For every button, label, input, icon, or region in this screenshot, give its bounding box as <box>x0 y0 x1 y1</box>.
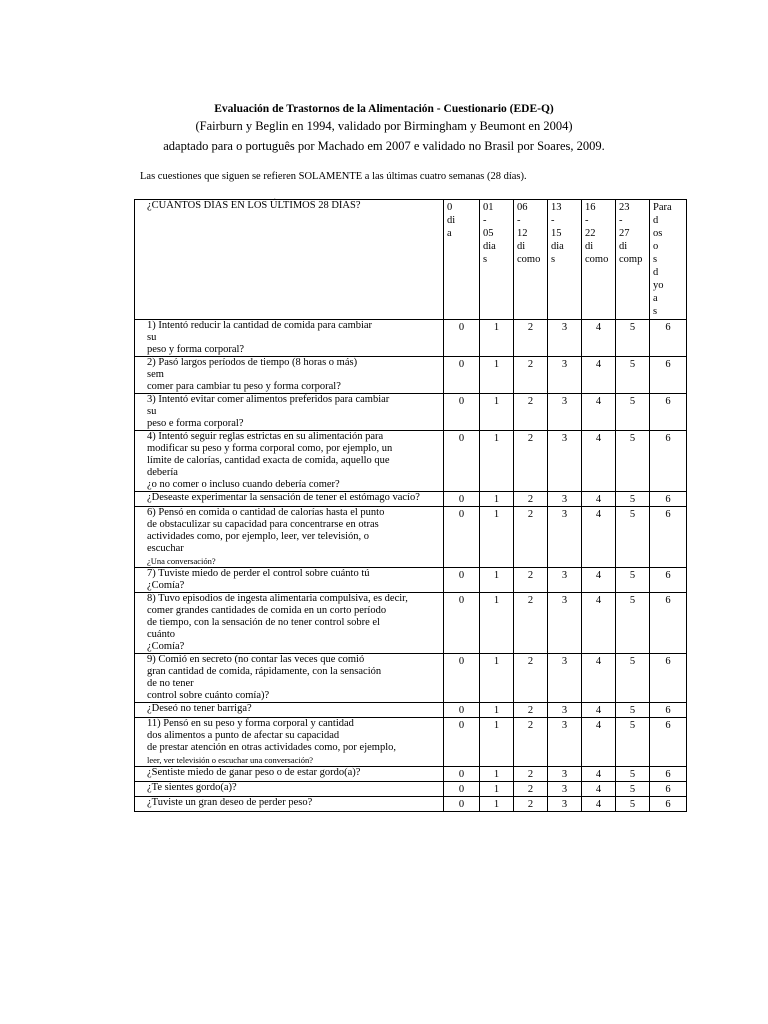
score-option-5[interactable]: 5 <box>616 593 650 654</box>
header-label-part: di <box>619 241 628 252</box>
question-text <box>135 431 444 492</box>
question-line: control sobre cuánto comía)? <box>147 690 270 701</box>
question-row <box>135 593 687 654</box>
question-line-small: leer, ver televisión o escuchar una conversación? <box>147 755 314 765</box>
score-option-4[interactable]: 4 <box>582 507 616 568</box>
score-option-6[interactable]: 6 <box>650 797 687 812</box>
header-label-part: 01 <box>483 202 494 213</box>
header-cell-3 <box>548 200 582 320</box>
score-option-3[interactable]: 3 <box>548 797 582 812</box>
header-label-part: 05 <box>483 228 494 239</box>
question-line: su <box>147 332 157 343</box>
question-row <box>135 394 687 431</box>
header-label-part: - <box>585 215 589 226</box>
question-text <box>135 357 444 394</box>
score-option-0[interactable]: 0 <box>444 431 480 492</box>
question-text <box>135 718 444 767</box>
score-option-1[interactable]: 1 <box>480 431 514 492</box>
header-label-part: 06 <box>517 202 528 213</box>
question-row <box>135 654 687 703</box>
question-line: ¿Comía? <box>147 580 185 591</box>
score-option-6[interactable]: 6 <box>650 703 687 718</box>
score-option-0[interactable]: 0 <box>444 568 480 593</box>
score-option-0[interactable]: 0 <box>444 797 480 812</box>
question-line: de obstaculizar su capacidad para concentrarse en otras <box>147 519 379 530</box>
question-row <box>135 718 687 767</box>
question-text <box>135 797 444 812</box>
score-option-2[interactable]: 2 <box>514 593 548 654</box>
score-option-4[interactable]: 4 <box>582 782 616 797</box>
question-line: 9) Comió en secreto (no contar las veces que comió <box>147 654 365 665</box>
header-cell-4 <box>582 200 616 320</box>
score-option-3[interactable]: 3 <box>548 320 582 357</box>
header-question-cell: ¿CUÁNTOS DÍAS EN LOS ÚLTIMOS 28 DÍAS? <box>135 200 444 320</box>
score-option-5[interactable]: 5 <box>616 320 650 357</box>
document-adaptation-note: adaptado para o português por Machado em 2007 e validado no Brasil por Soares, 2009. <box>163 139 605 153</box>
score-option-3[interactable]: 3 <box>548 767 582 782</box>
score-option-5[interactable]: 5 <box>616 703 650 718</box>
question-line: 7) Tuviste miedo de perder el control sobre cuánto tú <box>147 568 370 579</box>
header-label-part: s <box>653 254 658 265</box>
question-text <box>135 782 444 797</box>
score-option-2[interactable]: 2 <box>514 507 548 568</box>
header-label-part: os <box>653 228 663 239</box>
header-label-part: - <box>551 215 555 226</box>
score-option-1[interactable]: 1 <box>480 320 514 357</box>
score-option-3[interactable]: 3 <box>548 507 582 568</box>
document-subtitle: (Fairburn y Beglin en 1994, validado por Birmingham y Beumont en 2004) <box>195 119 573 133</box>
question-line: 4) Intentó seguir reglas estrictas en su alimentación para <box>147 431 384 442</box>
score-option-6[interactable]: 6 <box>650 718 687 767</box>
document-title: Evaluación de Trastornos de la Alimentación - Cuestionario (EDE-Q) <box>214 103 554 115</box>
score-option-5[interactable]: 5 <box>616 431 650 492</box>
score-option-1[interactable]: 1 <box>480 394 514 431</box>
question-line: gran cantidad de comida, rápidamente, con la sensación <box>147 666 382 677</box>
score-option-0[interactable]: 0 <box>444 782 480 797</box>
header-label-part: s <box>483 254 488 265</box>
score-option-3[interactable]: 3 <box>548 394 582 431</box>
header-label-part: di <box>517 241 526 252</box>
question-line: límite de calorías, cantidad exacta de comida, aquello que <box>147 455 390 466</box>
question-line: peso y forma corporal? <box>147 344 245 355</box>
question-row <box>135 492 687 507</box>
score-option-3[interactable]: 3 <box>548 703 582 718</box>
question-line: ¿Deseó no tener barriga? <box>147 703 252 714</box>
question-text <box>135 507 444 568</box>
header-label-part: di <box>447 215 456 226</box>
question-line: cuánto <box>147 629 175 640</box>
score-option-4[interactable]: 4 <box>582 703 616 718</box>
score-option-6[interactable]: 6 <box>650 568 687 593</box>
score-option-5[interactable]: 5 <box>616 394 650 431</box>
header-cell-5 <box>616 200 650 320</box>
score-option-0[interactable]: 0 <box>444 320 480 357</box>
header-label-part: Para <box>653 202 672 213</box>
question-line: de tiempo, con la sensación de no tener control sobre el <box>147 617 380 628</box>
question-line: dos alimentos a punto de afectar su capacidad <box>147 730 340 741</box>
score-option-6[interactable]: 6 <box>650 782 687 797</box>
score-option-2[interactable]: 2 <box>514 492 548 507</box>
header-label-part: - <box>517 215 521 226</box>
question-row <box>135 320 687 357</box>
instructions-text: Las cuestiones que siguen se refieren SOLAMENTE a las últimas cuatro semanas (28 días). <box>140 171 527 182</box>
header-label-part: 16 <box>585 202 596 213</box>
question-line: ¿Comía? <box>147 641 185 652</box>
score-option-3[interactable]: 3 <box>548 492 582 507</box>
score-option-5[interactable]: 5 <box>616 718 650 767</box>
question-line: 3) Intentó evitar comer alimentos preferidos para cambiar <box>147 394 390 405</box>
score-option-4[interactable]: 4 <box>582 568 616 593</box>
score-option-0[interactable]: 0 <box>444 357 480 394</box>
question-text <box>135 654 444 703</box>
score-option-1[interactable]: 1 <box>480 568 514 593</box>
header-label-part: 0 <box>447 202 453 213</box>
header-label-part: a <box>447 228 452 239</box>
score-option-3[interactable]: 3 <box>548 654 582 703</box>
question-row <box>135 782 687 797</box>
score-option-5[interactable]: 5 <box>616 492 650 507</box>
score-option-2[interactable]: 2 <box>514 718 548 767</box>
question-line: debería <box>147 467 178 478</box>
question-line: 6) Pensó en comida o cantidad de calorías hasta el punto <box>147 507 385 518</box>
score-option-0[interactable]: 0 <box>444 767 480 782</box>
score-option-2[interactable]: 2 <box>514 320 548 357</box>
score-option-4[interactable]: 4 <box>582 320 616 357</box>
question-line: ¿o no comer o incluso cuando debería comer? <box>147 479 340 490</box>
score-option-0[interactable]: 0 <box>444 492 480 507</box>
score-option-1[interactable]: 1 <box>480 507 514 568</box>
score-option-5[interactable]: 5 <box>616 797 650 812</box>
questionnaire-table <box>134 199 687 812</box>
question-row <box>135 357 687 394</box>
question-text <box>135 492 444 507</box>
question-line: 8) Tuvo episodios de ingesta alimentaria compulsiva, es decir, <box>147 593 408 604</box>
score-option-5[interactable]: 5 <box>616 507 650 568</box>
header-label-part: 23 <box>619 202 630 213</box>
score-option-5[interactable]: 5 <box>616 767 650 782</box>
score-option-5[interactable]: 5 <box>616 568 650 593</box>
score-option-1[interactable]: 1 <box>480 492 514 507</box>
score-option-3[interactable]: 3 <box>548 718 582 767</box>
question-line: peso e forma corporal? <box>147 418 244 429</box>
header-label-part: a <box>653 293 658 304</box>
header-label-part: 22 <box>585 228 596 239</box>
score-option-1[interactable]: 1 <box>480 703 514 718</box>
score-option-1[interactable]: 1 <box>480 654 514 703</box>
question-row <box>135 797 687 812</box>
question-line: ¿Sentiste miedo de ganar peso o de estar gordo(a)? <box>147 767 361 778</box>
score-option-0[interactable]: 0 <box>444 703 480 718</box>
score-option-2[interactable]: 2 <box>514 703 548 718</box>
score-option-3[interactable]: 3 <box>548 568 582 593</box>
question-line: sem <box>147 369 164 380</box>
question-line: 1) Intentó reducir la cantidad de comida para cambiar <box>147 320 373 331</box>
score-option-4[interactable]: 4 <box>582 593 616 654</box>
header-cell-6 <box>650 200 687 320</box>
score-option-0[interactable]: 0 <box>444 718 480 767</box>
score-option-1[interactable]: 1 <box>480 767 514 782</box>
score-option-6[interactable]: 6 <box>650 320 687 357</box>
header-label-part: 15 <box>551 228 562 239</box>
score-option-2[interactable]: 2 <box>514 767 548 782</box>
header-label-part: d <box>653 267 659 278</box>
question-line-small: ¿Una conversación? <box>147 556 216 566</box>
question-row <box>135 703 687 718</box>
question-text <box>135 320 444 357</box>
score-option-4[interactable]: 4 <box>582 654 616 703</box>
score-option-6[interactable]: 6 <box>650 394 687 431</box>
score-option-0[interactable]: 0 <box>444 507 480 568</box>
header-label-part: 12 <box>517 228 528 239</box>
score-option-1[interactable]: 1 <box>480 357 514 394</box>
question-line: de no tener <box>147 678 194 689</box>
header-label-part: como <box>517 254 541 265</box>
score-option-0[interactable]: 0 <box>444 593 480 654</box>
question-text <box>135 394 444 431</box>
question-row <box>135 568 687 593</box>
score-option-3[interactable]: 3 <box>548 782 582 797</box>
header-cell-0 <box>444 200 480 320</box>
header-row <box>135 200 687 320</box>
question-row <box>135 431 687 492</box>
score-option-6[interactable]: 6 <box>650 593 687 654</box>
question-line: modificar su peso y forma corporal como, por ejemplo, un <box>147 443 393 454</box>
question-line: comer para cambiar tu peso y forma corporal? <box>147 381 341 392</box>
score-option-1[interactable]: 1 <box>480 782 514 797</box>
score-option-3[interactable]: 3 <box>548 593 582 654</box>
score-option-4[interactable]: 4 <box>582 431 616 492</box>
header-label-part: 13 <box>551 202 562 213</box>
question-row <box>135 507 687 568</box>
score-option-0[interactable]: 0 <box>444 394 480 431</box>
header-label-part: s <box>551 254 556 265</box>
score-option-2[interactable]: 2 <box>514 394 548 431</box>
question-line: 2) Pasó largos períodos de tiempo (8 horas o más) <box>147 357 358 368</box>
question-text <box>135 568 444 593</box>
score-option-4[interactable]: 4 <box>582 797 616 812</box>
score-option-4[interactable]: 4 <box>582 394 616 431</box>
score-option-2[interactable]: 2 <box>514 654 548 703</box>
question-line: ¿Tuviste un gran deseo de perder peso? <box>147 797 313 808</box>
score-option-6[interactable]: 6 <box>650 767 687 782</box>
header-label-part: d <box>653 215 659 226</box>
score-option-6[interactable]: 6 <box>650 431 687 492</box>
question-line: actividades como, por ejemplo, leer, ver televisión, o <box>147 531 370 542</box>
header-label-part: di <box>585 241 594 252</box>
header-cell-1 <box>480 200 514 320</box>
header-label-part: o <box>653 241 659 252</box>
question-line: su <box>147 406 157 417</box>
question-text <box>135 593 444 654</box>
question-line: escuchar <box>147 543 184 554</box>
score-option-5[interactable]: 5 <box>616 782 650 797</box>
header-label-part: como <box>585 254 609 265</box>
score-option-6[interactable]: 6 <box>650 654 687 703</box>
header-label-part: - <box>483 215 487 226</box>
header-label-part: s <box>653 306 658 317</box>
score-option-5[interactable]: 5 <box>616 654 650 703</box>
score-option-6[interactable]: 6 <box>650 507 687 568</box>
score-option-1[interactable]: 1 <box>480 593 514 654</box>
score-option-1[interactable]: 1 <box>480 797 514 812</box>
question-text <box>135 703 444 718</box>
header-label-part: comp <box>619 254 643 265</box>
score-option-2[interactable]: 2 <box>514 797 548 812</box>
score-option-6[interactable]: 6 <box>650 492 687 507</box>
score-option-1[interactable]: 1 <box>480 718 514 767</box>
score-option-2[interactable]: 2 <box>514 782 548 797</box>
question-row <box>135 767 687 782</box>
score-option-4[interactable]: 4 <box>582 492 616 507</box>
question-line: 11) Pensó en su peso y forma corporal y cantidad <box>147 718 354 729</box>
question-line: ¿Te sientes gordo(a)? <box>147 782 237 793</box>
question-line: comer grandes cantidades de comida en un corto período <box>147 605 387 616</box>
question-line: de prestar atención en otras actividades como, por ejemplo, <box>147 742 396 753</box>
score-option-5[interactable]: 5 <box>616 357 650 394</box>
score-option-2[interactable]: 2 <box>514 431 548 492</box>
question-text <box>135 767 444 782</box>
header-label-part: - <box>619 215 623 226</box>
score-option-2[interactable]: 2 <box>514 568 548 593</box>
score-option-4[interactable]: 4 <box>582 357 616 394</box>
question-line: ¿Deseaste experimentar la sensación de tener el estómago vacío? <box>147 492 420 503</box>
score-option-4[interactable]: 4 <box>582 718 616 767</box>
score-option-3[interactable]: 3 <box>548 357 582 394</box>
score-option-6[interactable]: 6 <box>650 357 687 394</box>
header-label-part: yo <box>653 280 664 291</box>
header-label-part: dia <box>551 241 564 252</box>
header-label-part: dia <box>483 241 496 252</box>
score-option-0[interactable]: 0 <box>444 654 480 703</box>
score-option-2[interactable]: 2 <box>514 357 548 394</box>
header-cell-2 <box>514 200 548 320</box>
header-label-part: 27 <box>619 228 630 239</box>
score-option-4[interactable]: 4 <box>582 767 616 782</box>
score-option-3[interactable]: 3 <box>548 431 582 492</box>
